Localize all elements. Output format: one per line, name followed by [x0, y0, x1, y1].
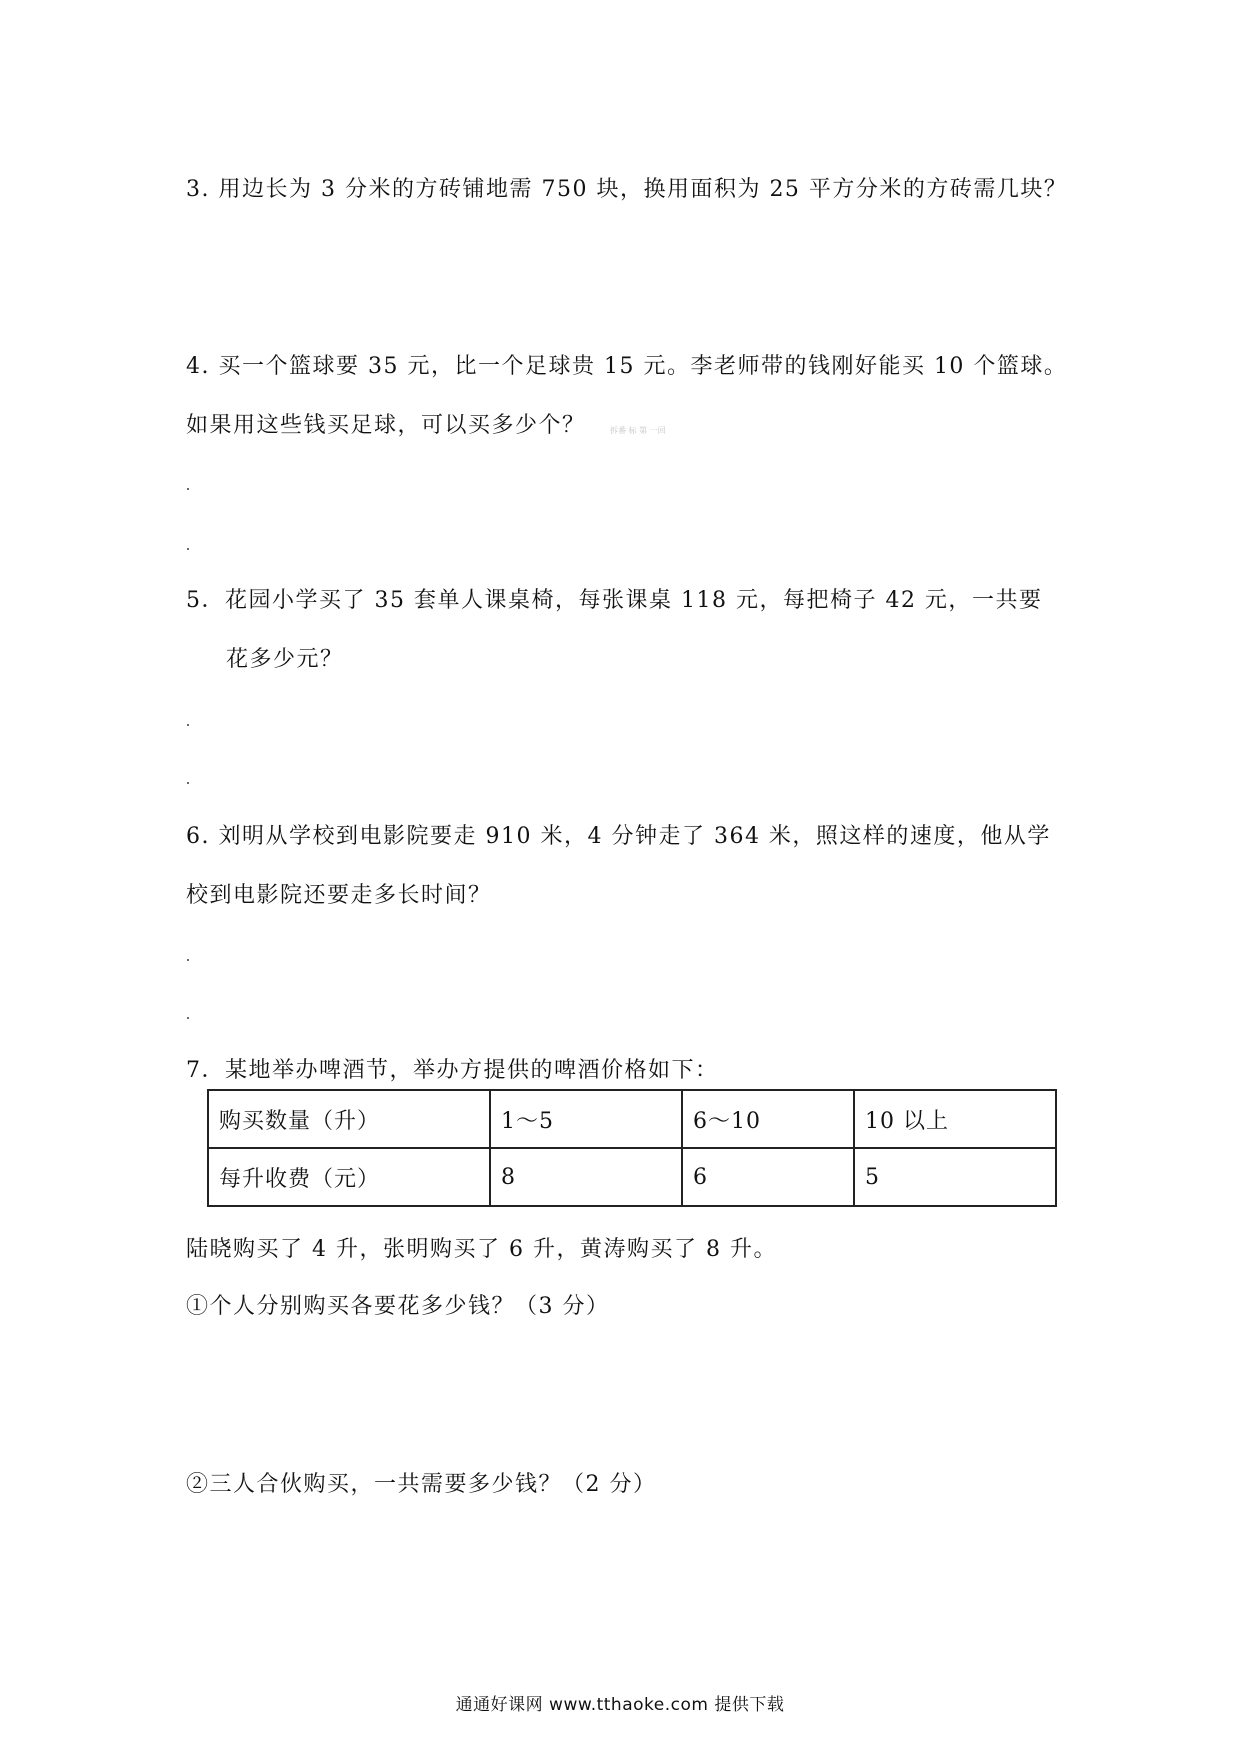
- table-cell: 10 以上: [854, 1090, 1056, 1148]
- q7-context: 陆晓购买了 4 升，张明购买了 6 升，黄涛购买了 8 升。: [186, 1237, 777, 1262]
- table-cell: 购买数量（升）: [208, 1090, 490, 1148]
- q6-line-2: 校到电影院还要走多长时间？: [186, 883, 492, 908]
- q7-sub-question-1: ①个人分别购买各要花多少钱？（3 分）: [186, 1294, 610, 1319]
- scan-dot: [187, 724, 189, 726]
- table-cell: 6: [682, 1148, 854, 1206]
- q7-sub-question-2: ②三人合伙购买，一共需要多少钱？（2 分）: [186, 1472, 657, 1497]
- scan-dot: [187, 488, 189, 490]
- q5-line-2: 花多少元？: [226, 647, 344, 672]
- q4-line-2: 如果用这些钱买足球，可以买多少个？: [186, 413, 586, 438]
- q6-line-1: 6. 刘明从学校到电影院要走 910 米，4 分钟走了 364 米，照这样的速度，他从学: [186, 824, 1051, 849]
- table-cell: 5: [854, 1148, 1056, 1206]
- footer-text: 通通好课网 www.tthaoke.com 提供下载: [455, 1695, 785, 1715]
- table-row: [208, 1148, 1056, 1206]
- table-cell: 每升收费（元）: [208, 1148, 490, 1206]
- q4-faint-mark: 拆番 标 第 一回: [610, 426, 666, 435]
- price-table: [207, 1089, 1057, 1207]
- table-row: [208, 1090, 1056, 1148]
- scan-dot: [187, 1017, 189, 1019]
- scan-dot: [187, 782, 189, 784]
- q4-line-1: 4. 买一个篮球要 35 元，比一个足球贵 15 元。李老师带的钱刚好能买 10 个篮球。: [186, 354, 1068, 379]
- q7-intro: 7．某地举办啤酒节，举办方提供的啤酒价格如下：: [186, 1058, 719, 1083]
- q3-line-1: 3. 用边长为 3 分米的方砖铺地需 750 块，换用面积为 25 平方分米的方砖需几块？: [186, 177, 1068, 202]
- table-cell: 6～10: [682, 1090, 854, 1148]
- scan-dot: [187, 959, 189, 961]
- q5-line-1: 5．花园小学买了 35 套单人课桌椅，每张课桌 118 元，每把椅子 42 元，一共要: [186, 588, 1043, 613]
- table-cell: 1～5: [490, 1090, 682, 1148]
- scan-dot: [187, 548, 189, 550]
- table-cell: 8: [490, 1148, 682, 1206]
